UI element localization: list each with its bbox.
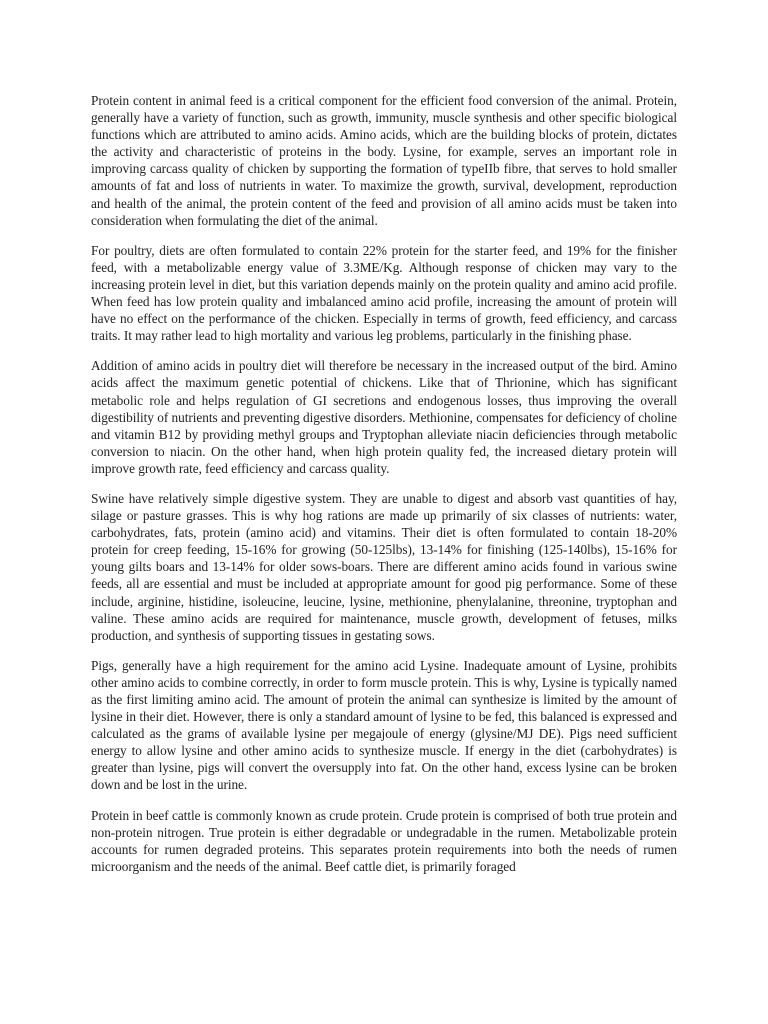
paragraph-pig-lysine: Pigs, generally have a high requirement for the amino acid Lysine. Inadequate amount of Lysine, prohibits other amino acids to combine correctly, in order to form muscle protein. This is why, Lysine is typically named as the first limiting amino acid. The amount of protein the animal can synthesize is limited by the amount of lysine in their diet. However, there is only a standard amount of lysine to be fed, this balanced is expressed and calculated as the grams of available lysine per megajoule of energy (glysine/MJ DE). Pigs need sufficient energy to allow lysine and other amino acids to synthesize muscle. If energy in the diet (carbohydrates) is greater than lysine, pigs will convert the oversupply into fat. On the other hand, excess lysine can be broken down and be lost in the urine.	[91, 657, 677, 793]
document-body	[91, 92, 677, 875]
paragraph-protein-intro: Protein content in animal feed is a critical component for the efficient food conversion of the animal. Protein, generally have a variety of function, such as growth, immunity, muscle synthesis and other specific biological functions which are attributed to amino acids. Amino acids, which are the building blocks of protein, dictates the activity and characteristic of proteins in the body. Lysine, for example, serves an important role in improving carcass quality of chicken by supporting the formation of typeIIb fibre, that serves to hold smaller amounts of fat and loss of nutrients in water. To maximize the growth, survival, development, reproduction and health of the animal, the protein content of the feed and provision of all amino acids must be taken into consideration when formulating the diet of the animal.	[91, 93, 677, 228]
paragraph-poultry-diet: For poultry, diets are often formulated to contain 22% protein for the starter feed, and 19% for the finisher feed, with a metabolizable energy value of 3.3ME/Kg. Although response of chicken may vary to the increasing protein level in diet, but this variation depends mainly on the protein quality and amino acid profile. When feed has low protein quality and imbalanced amino acid profile, increasing the amount of protein will have no effect on the performance of the chicken. Especially in terms of growth, feed efficiency, and carcass traits. It may rather lead to high mortality and various leg problems, particularly in the finishing phase.	[91, 242, 677, 344]
paragraph-beef-cattle-protein: Protein in beef cattle is commonly known as crude protein. Crude protein is comprised of both true protein and non-protein nitrogen. True protein is either degradable or undegradable in the rumen. Metabolizable protein accounts for rumen degraded proteins. This separates protein requirements into both the needs of rumen microorganism and the needs of the animal. Beef cattle diet, is primarily foraged	[91, 807, 677, 874]
paragraph-poultry-amino-acids: Addition of amino acids in poultry diet will therefore be necessary in the increased output of the bird. Amino acids affect the maximum genetic potential of chickens. Like that of Thrionine, which has significant metabolic role and helps regulation of GI secretions and endogenous losses, thus improving the overall digestibility of nutrients and preventing digestive disorders. Methionine, compensates for deficiency of choline and vitamin B12 by providing methyl groups and Tryptophan alleviate niacin deficiencies through metabolic conversion to niacin. On the other hand, when high protein quality fed, the increased dietary protein will improve growth rate, feed efficiency and carcass quality.	[91, 358, 677, 476]
paragraph-swine-diet: Swine have relatively simple digestive system. They are unable to digest and absorb vast quantities of hay, silage or pasture grasses. This is why hog rations are made up primarily of six classes of nutrients: water, carbohydrates, fats, protein (amino acid) and vitamins. Their diet is often formulated to contain 18-20% protein for creep feeding, 15-16% for growing (50-125lbs), 13-14% for finishing (125-140lbs), 15-16% for young gilts boars and 13-14% for older sows-boars. There are different amino acids found in various swine feeds, all are essential and must be included at appropriate amount for good pig performance. Some of these include, arginine, histidine, isoleucine, leucine, lysine, methionine, phenylalanine, threonine, tryptophan and valine. These amino acids are required for maintenance, muscle growth, development of fetuses, milks production, and synthesis of supporting tissues in gestating sows.	[91, 490, 677, 643]
